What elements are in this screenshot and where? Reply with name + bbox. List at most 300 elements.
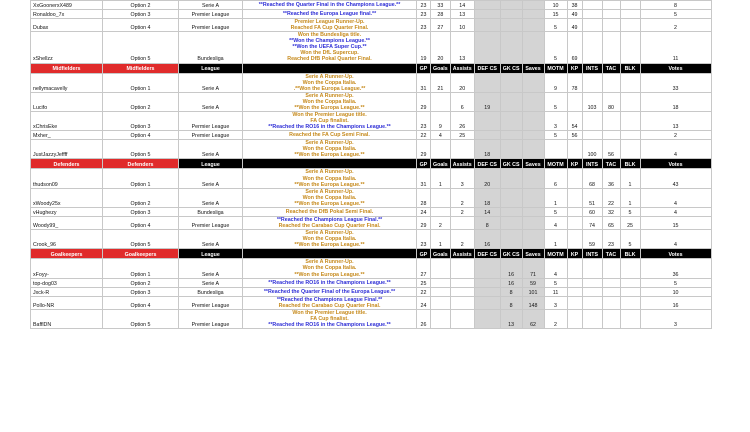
stat-tac: 22 [602, 188, 620, 207]
player-option: Option 2 [103, 92, 179, 111]
player-league: Serie A [179, 259, 243, 278]
player-achievements [243, 287, 417, 296]
column-header-goals: Goals [431, 249, 451, 259]
stat-assists: 3 [450, 169, 474, 188]
stat-gkcs [500, 10, 522, 19]
stat-tac [602, 112, 620, 131]
stat-assists [450, 309, 474, 328]
stat-saves [522, 131, 544, 140]
player-achievements [243, 230, 417, 249]
stat-kp [567, 230, 582, 249]
player-name: Lucifo [31, 92, 103, 111]
player-row [31, 112, 712, 131]
column-header-kp: KP [567, 63, 582, 73]
player-league: Premier League [179, 309, 243, 328]
column-header-votes: Votes [640, 249, 711, 259]
stat-gp: 22 [417, 287, 431, 296]
stat-ints [582, 112, 602, 131]
stat-blk [620, 92, 640, 111]
stat-tac [602, 1, 620, 10]
stat-kp: 56 [567, 131, 582, 140]
stat-blk [620, 259, 640, 278]
player-option: Option 5 [103, 230, 179, 249]
stat-gp: 26 [417, 309, 431, 328]
stat-saves [522, 32, 544, 63]
achievement-line: Reached FA Cup Quarter Final. [290, 25, 369, 32]
player-row [31, 140, 712, 159]
stat-blk [620, 1, 640, 10]
stat-goals [431, 92, 451, 111]
achievements-column-header [243, 159, 417, 169]
player-option: Option 4 [103, 216, 179, 229]
stat-gp: 31 [417, 169, 431, 188]
player-row [31, 131, 712, 140]
player-option: Option 2 [103, 188, 179, 207]
stat-motm: 5 [544, 32, 567, 63]
column-header-gk-cs: GK CS [500, 63, 522, 73]
achievements-column-header [243, 249, 417, 259]
player-league: Permier League [179, 112, 243, 131]
section-header-row [31, 249, 712, 259]
section-option-header: Midfielders [103, 63, 179, 73]
stat-tac [602, 259, 620, 278]
stat-gp: 19 [417, 32, 431, 63]
player-votes: 11 [640, 32, 711, 63]
stat-defcs [474, 10, 500, 19]
stat-goals: 20 [431, 32, 451, 63]
stat-kp: 49 [567, 19, 582, 32]
stat-defcs [474, 287, 500, 296]
section-name-header: Defenders [31, 159, 103, 169]
stat-gp: 31 [417, 73, 431, 92]
player-league: Premier League [179, 216, 243, 229]
player-row [31, 216, 712, 229]
player-league: Bundesliga [179, 32, 243, 63]
stat-defcs: 14 [474, 207, 500, 216]
stat-blk [620, 19, 640, 32]
player-row [31, 92, 712, 111]
stat-blk [620, 140, 640, 159]
stat-kp [567, 92, 582, 111]
section-name-header: Midfielders [31, 63, 103, 73]
player-achievements [243, 140, 417, 159]
stat-assists [450, 140, 474, 159]
player-achievements [243, 207, 417, 216]
column-header-votes: Votes [640, 159, 711, 169]
stat-defcs: 20 [474, 169, 500, 188]
stat-goals [431, 259, 451, 278]
player-achievements [243, 1, 417, 10]
achievement-line: **Won the UEFA Super Cup.** [292, 44, 367, 51]
column-header-tac: TAC [602, 63, 620, 73]
stat-kp [567, 278, 582, 287]
player-option: Option 5 [103, 140, 179, 159]
stat-goals: 1 [431, 230, 451, 249]
player-achievements [243, 112, 417, 131]
stat-gp: 23 [417, 1, 431, 10]
stat-gp: 23 [417, 230, 431, 249]
player-achievements [243, 131, 417, 140]
player-league: Serie A [179, 278, 243, 287]
column-header-tac: TAC [602, 159, 620, 169]
player-votes: 16 [640, 296, 711, 309]
stat-gkcs: 8 [500, 296, 522, 309]
stat-motm: 3 [544, 112, 567, 131]
player-name: Woody99_ [31, 216, 103, 229]
player-name: Jxck-R [31, 287, 103, 296]
player-votes: 4 [640, 140, 711, 159]
stat-goals: 2 [431, 216, 451, 229]
column-header-assists: Assists [450, 249, 474, 259]
achievement-line: FA Cup finalist. [310, 315, 349, 322]
league-column-header: League [179, 159, 243, 169]
section-header-row [31, 63, 712, 73]
stat-gp: 23 [417, 10, 431, 19]
column-header-def-cs: DEF CS [474, 63, 500, 73]
achievement-line: **Reached the RO16 in the Champions League.** [268, 279, 391, 286]
stat-tac: 65 [602, 216, 620, 229]
stat-gp: 22 [417, 131, 431, 140]
stat-ints: 60 [582, 207, 602, 216]
stat-assists [450, 216, 474, 229]
achievement-line: Won the Bundesliga title. [297, 32, 362, 39]
player-row [31, 309, 712, 328]
player-option: Option 5 [103, 309, 179, 328]
stat-ints [582, 309, 602, 328]
column-header-kp: KP [567, 159, 582, 169]
player-achievements [243, 296, 417, 309]
player-row [31, 19, 712, 32]
stat-motm: 5 [544, 92, 567, 111]
stat-kp [567, 188, 582, 207]
stat-kp [567, 287, 582, 296]
achievement-line: Won the DfL Supercup. [300, 50, 359, 57]
stat-defcs [474, 73, 500, 92]
achievement-line: **Won the Europa League.** [294, 181, 365, 188]
column-header-motm: MOTM [544, 63, 567, 73]
player-votes: 8 [640, 1, 711, 10]
achievement-line: **Reached the Champions League Final.** [276, 296, 383, 303]
stat-goals: 21 [431, 73, 451, 92]
player-votes: 5 [640, 10, 711, 19]
stat-gkcs [500, 131, 522, 140]
player-option: Option 1 [103, 259, 179, 278]
player-votes: 5 [640, 278, 711, 287]
achievement-line: **Reached the Quarter Final in the Champions League.** [258, 1, 401, 8]
column-header-votes: Votes [640, 63, 711, 73]
stat-defcs: 18 [474, 188, 500, 207]
player-votes: 4 [640, 207, 711, 216]
stat-assists: 6 [450, 92, 474, 111]
stat-tac: 32 [602, 207, 620, 216]
league-column-header: League [179, 249, 243, 259]
player-option: Option 3 [103, 112, 179, 131]
stat-gkcs: 16 [500, 259, 522, 278]
column-header-gk-cs: GK CS [500, 159, 522, 169]
stat-ints: 103 [582, 92, 602, 111]
player-votes: 2 [640, 19, 711, 32]
stat-blk [620, 10, 640, 19]
stat-kp: 49 [567, 10, 582, 19]
stat-motm [544, 140, 567, 159]
stat-saves [522, 92, 544, 111]
column-header-blk: BLK [620, 63, 640, 73]
stat-goals [431, 207, 451, 216]
stat-tac [602, 287, 620, 296]
player-row [31, 73, 712, 92]
stat-defcs [474, 112, 500, 131]
stat-assists: 25 [450, 131, 474, 140]
stat-motm: 4 [544, 259, 567, 278]
column-header-motm: MOTM [544, 249, 567, 259]
column-header-motm: MOTM [544, 159, 567, 169]
stat-saves [522, 1, 544, 10]
achievement-line: **Won the Champions League.** [289, 38, 370, 45]
stat-saves [522, 188, 544, 207]
stat-blk: 5 [620, 207, 640, 216]
achievement-line: Serie A Runner-Up. [305, 169, 354, 176]
achievement-line: Won the Coppa Italia. [302, 175, 357, 182]
stat-gp: 23 [417, 112, 431, 131]
stat-assists: 13 [450, 32, 474, 63]
stat-defcs [474, 278, 500, 287]
achievement-line: **Won the Europa League.** [294, 152, 365, 159]
stat-ints [582, 131, 602, 140]
stat-gkcs [500, 1, 522, 10]
stat-defcs: 19 [474, 92, 500, 111]
stat-blk [620, 309, 640, 328]
achievement-line: .**Won the Europa League.** [293, 85, 366, 92]
player-achievements [243, 10, 417, 19]
achievement-line: **Reached the Europa League final.** [282, 10, 377, 17]
player-league: Serie A [179, 169, 243, 188]
player-league: Serie A [179, 230, 243, 249]
achievement-line: Won the Premier League title. [292, 309, 367, 316]
player-league: Serie A [179, 73, 243, 92]
player-votes: 4 [640, 230, 711, 249]
player-name: xChrisEke [31, 112, 103, 131]
stat-saves: 62 [522, 309, 544, 328]
column-header-saves: Saves [522, 159, 544, 169]
player-option: Option 3 [103, 287, 179, 296]
column-header-def-cs: DEF CS [474, 249, 500, 259]
achievement-line: Serie A Runner-Up. [305, 230, 354, 237]
player-option: Option 3 [103, 207, 179, 216]
stat-saves [522, 207, 544, 216]
stat-tac [602, 10, 620, 19]
stat-blk [620, 131, 640, 140]
achievement-line: Won the Coppa Italia. [302, 194, 357, 201]
stat-saves: 148 [522, 296, 544, 309]
achievement-line: Won the Coppa Italia. [302, 146, 357, 153]
stat-kp [567, 169, 582, 188]
stat-goals [431, 140, 451, 159]
player-option: Option 4 [103, 296, 179, 309]
player-row [31, 207, 712, 216]
stat-gkcs [500, 216, 522, 229]
achievement-line: **Won the Europa League.** [294, 104, 365, 111]
player-league: Serie A [179, 140, 243, 159]
player-name: Ronaldoo_7x [31, 10, 103, 19]
player-row [31, 32, 712, 63]
player-name: top-dog03 [31, 278, 103, 287]
column-header-def-cs: DEF CS [474, 159, 500, 169]
player-row [31, 1, 712, 10]
stat-motm: 5 [544, 19, 567, 32]
achievement-line: Won the Premier League title. [292, 112, 367, 119]
player-league: Serie A [179, 92, 243, 111]
player-name: Crook_96 [31, 230, 103, 249]
stat-motm: 6 [544, 169, 567, 188]
player-achievements [243, 169, 417, 188]
player-achievements [243, 309, 417, 328]
stat-tac [602, 19, 620, 32]
player-row [31, 169, 712, 188]
stat-goals [431, 188, 451, 207]
stat-saves: 101 [522, 287, 544, 296]
stat-ints [582, 10, 602, 19]
achievement-line: FA Cup finalist. [310, 118, 349, 125]
player-name: vHughezy [31, 207, 103, 216]
player-option: Option 2 [103, 1, 179, 10]
stat-assists: 14 [450, 1, 474, 10]
stat-goals: 9 [431, 112, 451, 131]
stat-assists: 26 [450, 112, 474, 131]
stat-gp: 24 [417, 296, 431, 309]
player-achievements [243, 259, 417, 278]
stat-goals: 33 [431, 1, 451, 10]
stat-gkcs [500, 73, 522, 92]
stat-blk [620, 112, 640, 131]
achievement-line: Serie A Runner-Up. [305, 92, 354, 99]
stat-blk [620, 73, 640, 92]
stat-defcs [474, 131, 500, 140]
stat-gkcs [500, 19, 522, 32]
column-header-assists: Assists [450, 159, 474, 169]
stat-motm: 15 [544, 10, 567, 19]
stat-saves: 71 [522, 259, 544, 278]
stat-ints [582, 19, 602, 32]
stat-gkcs: 16 [500, 278, 522, 287]
stat-assists: 13 [450, 10, 474, 19]
stat-gkcs [500, 169, 522, 188]
player-option: Option 4 [103, 19, 179, 32]
section-option-header: Goalkeepers [103, 249, 179, 259]
stat-kp [567, 216, 582, 229]
achievement-line: Reached the DfB Pokal Semi Final. [285, 208, 374, 215]
stat-blk [620, 296, 640, 309]
stat-gkcs [500, 112, 522, 131]
player-votes: 18 [640, 92, 711, 111]
stat-blk: 1 [620, 169, 640, 188]
stat-saves [522, 169, 544, 188]
stat-tac [602, 278, 620, 287]
stat-kp [567, 259, 582, 278]
column-header-assists: Assists [450, 63, 474, 73]
stat-defcs: 16 [474, 230, 500, 249]
stat-gp: 23 [417, 19, 431, 32]
stat-defcs [474, 259, 500, 278]
stat-kp: 78 [567, 73, 582, 92]
stat-ints: 51 [582, 188, 602, 207]
player-name: Dubax [31, 19, 103, 32]
player-league: Bundesliga [179, 207, 243, 216]
column-header-ints: INTS [582, 63, 602, 73]
stat-goals [431, 296, 451, 309]
stat-defcs [474, 296, 500, 309]
player-row [31, 278, 712, 287]
stat-tac [602, 73, 620, 92]
stat-goals [431, 309, 451, 328]
player-stats-sheet [30, 0, 712, 329]
stat-gkcs: 13 [500, 309, 522, 328]
achievements-column-header [243, 63, 417, 73]
stat-ints [582, 259, 602, 278]
achievement-line: Reached the FA Cup Semi Final. [289, 132, 370, 139]
stat-gkcs [500, 230, 522, 249]
player-row [31, 296, 712, 309]
column-header-gp: GP [417, 159, 431, 169]
achievement-line: **Won the Europa League.** [294, 271, 365, 278]
stat-motm: 11 [544, 287, 567, 296]
player-option: Option 3 [103, 10, 179, 19]
player-row [31, 188, 712, 207]
section-option-header: Defenders [103, 159, 179, 169]
stat-kp: 38 [567, 1, 582, 10]
stat-defcs: 18 [474, 140, 500, 159]
achievement-line: Serie A Runner-Up. [305, 73, 354, 80]
player-name: Mxher_ [31, 131, 103, 140]
achievement-line: Reached DfB Pokal Quarter Final. [287, 56, 372, 63]
stat-gp: 25 [417, 278, 431, 287]
player-row [31, 10, 712, 19]
stat-saves [522, 19, 544, 32]
achievement-line: Reached the Carabao Cup Quarter Final. [278, 302, 381, 309]
achievement-line: Serie A Runner-Up. [305, 188, 354, 195]
stat-tac: 36 [602, 169, 620, 188]
player-name: nellymacavelly [31, 73, 103, 92]
player-votes: 15 [640, 216, 711, 229]
stat-defcs [474, 19, 500, 32]
stat-gp: 29 [417, 216, 431, 229]
section-name-header: Goalkeepers [31, 249, 103, 259]
stat-assists: 2 [450, 188, 474, 207]
player-name: XxGoonerxX489 [31, 1, 103, 10]
stat-motm: 10 [544, 1, 567, 10]
achievement-line: **Won the Europa League.** [294, 200, 365, 207]
column-header-blk: BLK [620, 249, 640, 259]
achievement-line: Serie A Runner-Up. [305, 259, 354, 266]
player-league: Serie A [179, 1, 243, 10]
stat-kp: 54 [567, 112, 582, 131]
player-achievements [243, 216, 417, 229]
player-option: Option 2 [103, 278, 179, 287]
stat-goals: 1 [431, 169, 451, 188]
stat-gp: 29 [417, 140, 431, 159]
stat-kp [567, 140, 582, 159]
player-achievements [243, 19, 417, 32]
column-header-kp: KP [567, 249, 582, 259]
section-header-row [31, 159, 712, 169]
achievement-line: **Won the Europa League.** [294, 242, 365, 249]
stat-assists [450, 287, 474, 296]
stat-saves [522, 230, 544, 249]
stat-kp [567, 296, 582, 309]
column-header-saves: Saves [522, 249, 544, 259]
player-votes: 36 [640, 259, 711, 278]
player-name: Pollo-NR [31, 296, 103, 309]
column-header-ints: INTS [582, 159, 602, 169]
